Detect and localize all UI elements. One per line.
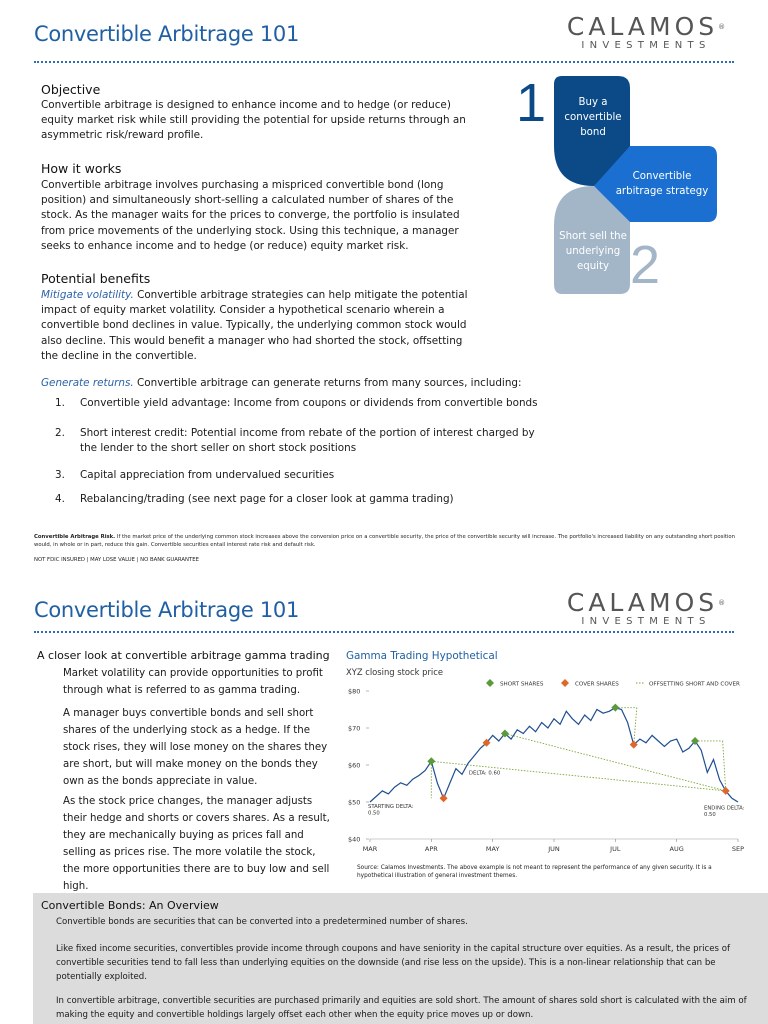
chart-subtitle: XYZ closing stock price xyxy=(346,667,444,677)
legend-label: OFFSETTING SHORT AND COVER xyxy=(649,681,740,688)
x-tick-label: JUN xyxy=(548,845,560,853)
step-number-2: 2 xyxy=(630,235,661,295)
short-shares-marker xyxy=(427,757,435,765)
legend-label: COVER SHARES xyxy=(575,681,619,688)
short-shares-marker xyxy=(611,704,619,712)
price-line xyxy=(370,708,738,802)
page-title: Convertible Arbitrage 101 xyxy=(34,22,300,46)
chart-title: Gamma Trading Hypothetical xyxy=(346,650,498,662)
header-rule xyxy=(34,631,734,633)
overview-paragraph: Like fixed income securities, convertibles provide income through coupons and have seniority in the capital structure over equities. As a result, the prices of convertible securities tend to fall less than underlying equities on the downside (and rise less on the upside). This is a non-linear relationship that can be potentially exploited. xyxy=(56,944,730,982)
mitigate-paragraph xyxy=(41,288,481,364)
calamos-logo: CALAMOS® INVESTMENTS xyxy=(566,12,726,51)
generate-paragraph xyxy=(41,376,531,391)
overview-heading: Convertible Bonds: An Overview xyxy=(41,899,219,912)
cover-shares-marker xyxy=(440,794,448,802)
y-tick-label: $50 xyxy=(348,798,361,807)
header-rule xyxy=(34,61,734,63)
delta-annotation-value: 0.50 xyxy=(704,811,716,818)
x-tick-label: APR xyxy=(424,845,438,853)
how-text: Convertible arbitrage involves purchasing a mispriced convertible bond (long position) and simultaneously short-selling a calculated number of shares of the stock. As the manager waits for the prices to converge, the portfolio is insulated from price movements of the underlying stock. Using this technique, a manager seeks to enhance income and to hedge (or reduce) equity market risk. xyxy=(41,179,460,252)
gamma-para-1: Market volatility can provide opportunities to profit through what is referred to as gamma trading. xyxy=(63,668,323,696)
short-sell-box: Short sell the underlying equity xyxy=(559,230,627,272)
delta-annotation-value: 0.50 xyxy=(368,810,380,817)
gamma-para-2: A manager buys convertible bonds and sell short shares of the underlying stock as a hedge. If the stock rises, they will lose money on the shares they are short, but will make money on the bonds they own as the bonds appreciate in value. xyxy=(63,708,328,787)
overview-paragraph: In convertible arbitrage, convertible securities are purchased primarily and equities are sold short. The amount of shares sold short is calculated with the aim of making the equity and convertible holdings largely offset each other when the equity price moves up or down. xyxy=(56,996,747,1020)
page-title: Convertible Arbitrage 101 xyxy=(34,598,300,622)
risk-disclosure: Convertible Arbitrage Risk. If the market price of the underlying common stock increases above the conversion price on a convertible security, the price of the convertible security will increase. The portfolio's increased liability on any outstanding short position would, in whole or in part, reduce this gain. Convertible securities entail interest rate risk and default risk. xyxy=(34,534,735,548)
mitigate-label: Mitigate volatility. xyxy=(41,289,134,301)
x-tick-label: JUL xyxy=(610,845,621,853)
benefits-heading: Potential benefits xyxy=(41,271,151,286)
fdic-disclaimer: NOT FDIC INSURED | MAY LOSE VALUE | NO BANK GUARANTEE xyxy=(34,557,199,563)
buy-convertible-box: Buy a convertible bond xyxy=(564,96,622,138)
objective-heading: Objective xyxy=(41,82,101,97)
delta-annotation: STARTING DELTA: xyxy=(368,803,414,810)
overview-paragraph: Convertible bonds are securities that can be converted into a predetermined number of shares. xyxy=(56,917,468,927)
delta-annotation: DELTA: 0.60 xyxy=(468,770,501,777)
legend-label: SHORT SHARES xyxy=(500,681,544,688)
x-tick-label: SEP xyxy=(731,845,745,853)
mitigate-text: Convertible arbitrage strategies can help mitigate the potential impact of equity market volatility. Consider a hypothetical scenario wherein a convertible bond declines in value. Typically, the underlying common stock would also decline. This would benefit a manager who had shorted the stock, offsetting the decline in the convertible. xyxy=(41,289,468,362)
chart-source: Source: Calamos Investments. The above example is not meant to represent the performance of any given security. It is a hypothetical illustration of general investment themes. xyxy=(357,865,712,880)
overview-panel xyxy=(33,893,768,1024)
gamma-para-3: As the stock price changes, the manager adjusts their hedge and shorts or covers shares. As a result, they are mechanically buying as prices fall and selling as prices rise. The more volatile the stock, the more opportunities there are to buy low and sell high. xyxy=(63,796,330,892)
strategy-box: Convertible arbitrage strategy xyxy=(615,171,709,197)
legend-short-icon xyxy=(486,679,494,687)
x-tick-label: AUG xyxy=(669,845,684,853)
delta-annotation: ENDING DELTA: xyxy=(704,805,745,812)
step-number-1: 1 xyxy=(516,73,547,133)
generate-text: Convertible arbitrage can generate returns from many sources, including: xyxy=(133,377,522,389)
y-tick-label: $60 xyxy=(348,761,361,770)
gamma-chart xyxy=(340,676,752,856)
y-tick-label: $80 xyxy=(348,687,361,696)
gamma-heading: A closer look at convertible arbitrage gamma trading xyxy=(37,649,330,662)
calamos-logo: CALAMOS® INVESTMENTS xyxy=(566,588,726,627)
generate-label: Generate returns. xyxy=(41,377,134,389)
x-tick-label: MAR xyxy=(362,845,378,853)
offset-line xyxy=(634,708,637,745)
x-tick-label: MAY xyxy=(485,845,500,853)
y-tick-label: $40 xyxy=(348,835,361,844)
y-tick-label: $70 xyxy=(348,724,361,733)
how-heading: How it works xyxy=(41,161,122,176)
legend-cover-icon xyxy=(561,679,569,687)
offset-line xyxy=(723,741,726,791)
objective-text: Convertible arbitrage is designed to enhance income and to hedge (or reduce) equity market risk while still providing the potential for upside returns through an asymmetric risk/reward profile. xyxy=(41,99,466,142)
